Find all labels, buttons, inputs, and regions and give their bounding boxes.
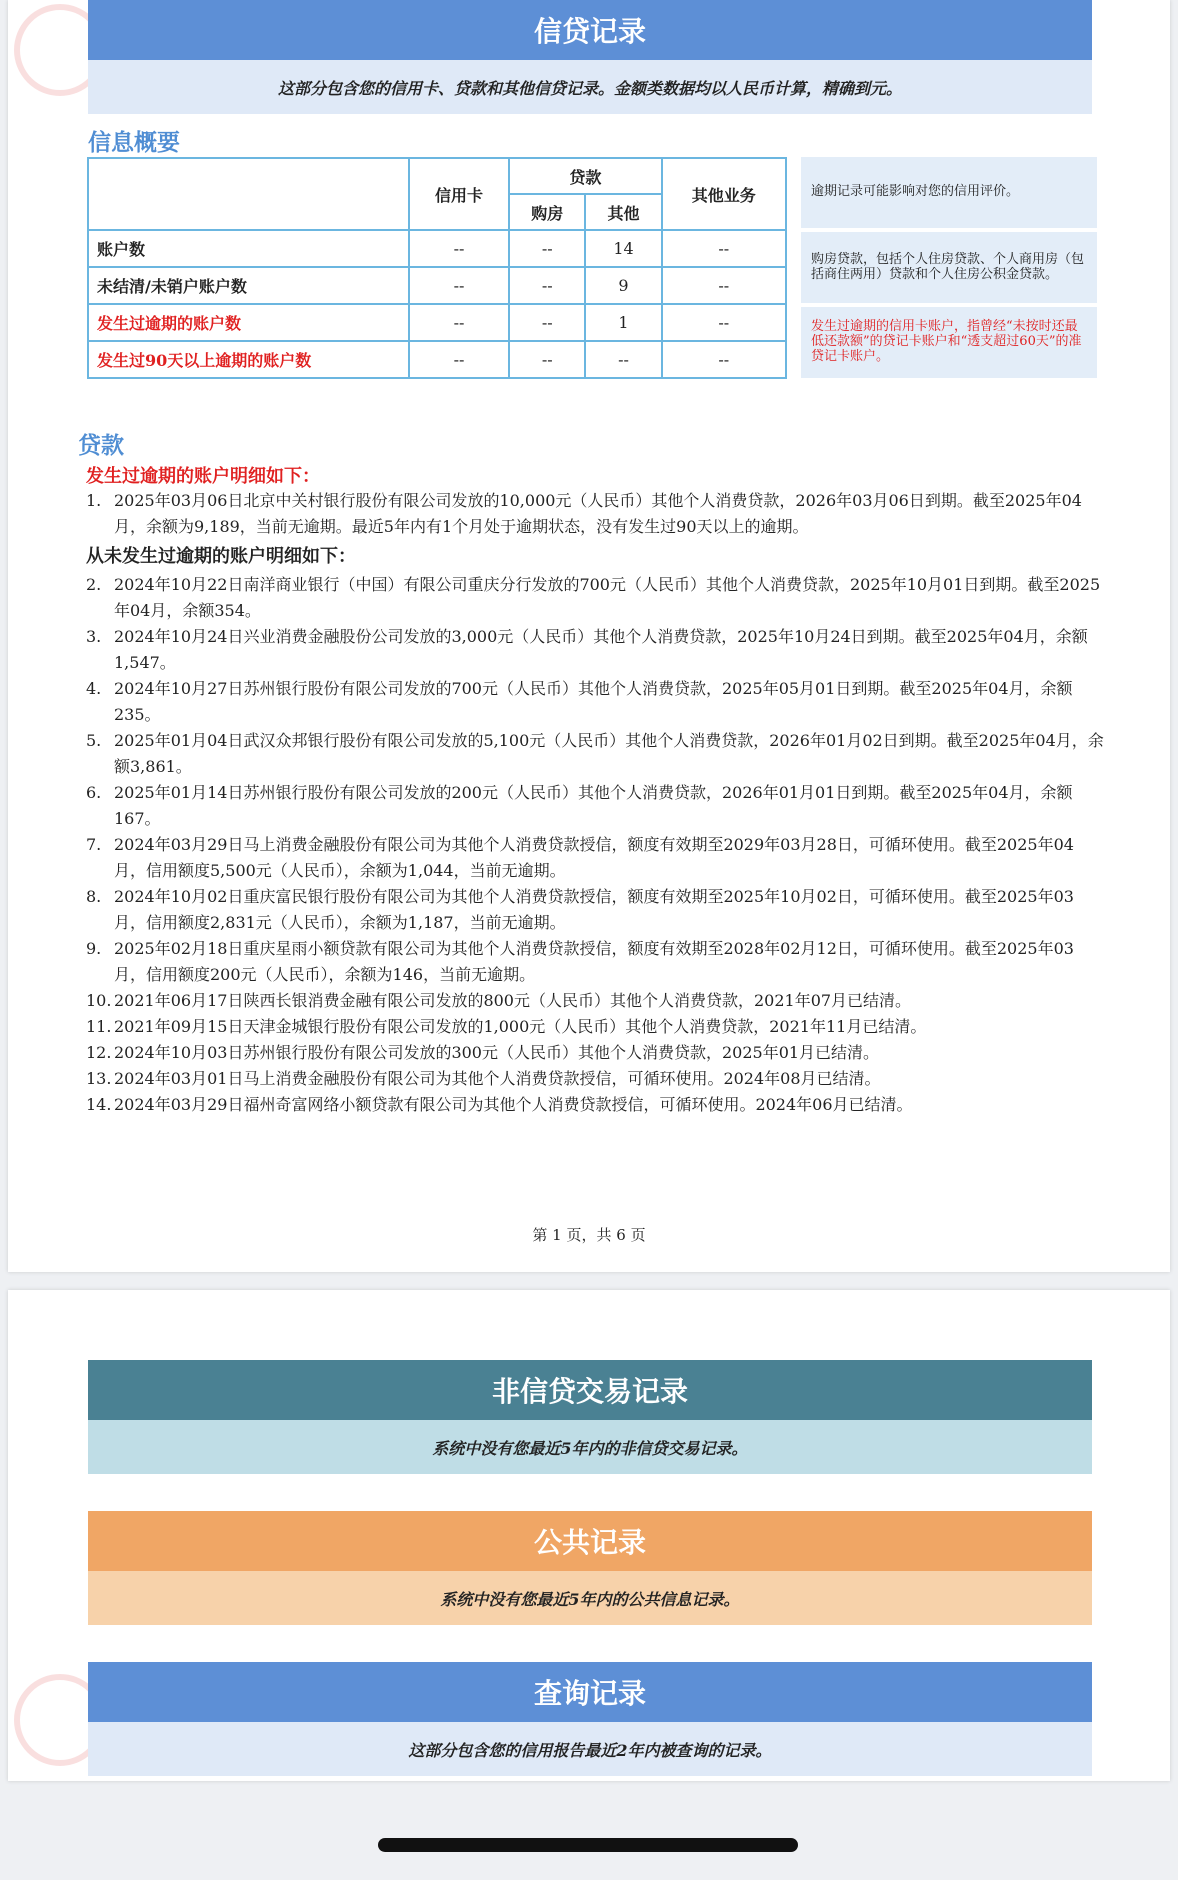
overview-notes [801,157,1097,382]
row-label: 未结清/未销户账户数 [88,267,409,304]
cell-housing: -- [509,230,585,267]
table-row [88,304,786,341]
list-item [86,1066,1104,1092]
section-subtitle: 系统中没有您最近5年内的公共信息记录。 [88,1571,1092,1625]
cell-other-business: -- [662,304,786,341]
page-footer: 第 1 页，共 6 页 [532,1226,646,1244]
cell-credit-card: -- [409,267,509,304]
item-number: 6. [86,783,102,802]
normal-heading: 从未发生过逾期的账户明细如下： [86,546,356,567]
overdue-heading: 发生过逾期的账户明细如下： [86,466,320,487]
cell-credit-card: -- [409,230,509,267]
item-text: 2024年10月27日苏州银行股份有限公司发放的700元（人民币）其他个人消费贷款，2025年05月01日到期。截至2025年04月，余额235。 [114,679,1073,724]
cell-credit-card: -- [409,304,509,341]
cell-housing: -- [509,341,585,378]
normal-loan-list [86,572,1104,1118]
non-credit-section [88,1360,1092,1474]
item-text: 2024年10月22日南洋商业银行（中国）有限公司重庆分行发放的700元（人民币）其他个人消费贷款，2025年10月01日到期。截至2025年04月，余额354。 [114,575,1101,620]
note-housing-loan: 购房贷款，包括个人住房贷款、个人商用房（包括商住两用）贷款和个人住房公积金贷款。 [801,232,1097,303]
item-text: 2024年10月02日重庆富民银行股份有限公司为其他个人消费贷款授信，额度有效期至2025年10月02日，可循环使用。截至2025年03月，信用额度2,831元（人民币），余额为1,187，当前无逾期。 [114,887,1074,932]
list-item [86,676,1104,728]
overdue-loan-list [86,488,1104,540]
list-item [86,988,1104,1014]
inquiry-section [88,1662,1092,1776]
item-text: 2021年06月17日陕西长银消费金融有限公司发放的800元（人民币）其他个人消费贷款，2021年07月已结清。 [114,991,912,1010]
cell-other: 1 [585,304,661,341]
item-number: 7. [86,835,102,854]
home-indicator[interactable] [378,1838,798,1852]
item-number: 9. [86,939,102,958]
list-item [86,832,1104,884]
cell-housing: -- [509,304,585,341]
list-item [86,884,1104,936]
item-number: 8. [86,887,102,906]
item-text: 2024年03月29日福州奇富网络小额贷款有限公司为其他个人消费贷款授信，可循环使用。2024年06月已结清。 [114,1095,913,1114]
cell-other-business: -- [662,230,786,267]
item-text: 2025年03月06日北京中关村银行股份有限公司发放的10,000元（人民币）其他个人消费贷款，2026年03月06日到期。截至2025年04月，余额为9,189，当前无逾期。最近5年内有1个月处于逾期状态，没有发生过90天以上的逾期。 [114,491,1082,536]
list-item [86,624,1104,676]
list-item [86,1014,1104,1040]
header-credit-card: 信用卡 [409,158,509,230]
list-item [86,488,1104,540]
header-other-business: 其他业务 [662,158,786,230]
list-item [86,780,1104,832]
item-number: 14. [86,1095,112,1114]
item-number: 10. [86,991,112,1010]
cell-other: 9 [585,267,661,304]
table-row [88,230,786,267]
item-text: 2024年10月03日苏州银行股份有限公司发放的300元（人民币）其他个人消费贷款，2025年01月已结清。 [114,1043,880,1062]
note-overdue-impact: 逾期记录可能影响对您的信用评价。 [801,157,1097,228]
table-row [88,341,786,378]
overview-table [87,157,787,379]
report-page-1 [8,0,1170,1272]
list-item [86,572,1104,624]
section-title: 信贷记录 [88,0,1092,60]
item-number: 3. [86,627,102,646]
list-item [86,1092,1104,1118]
item-text: 2025年01月04日武汉众邦银行股份有限公司发放的5,100元（人民币）其他个人消费贷款，2026年01月02日到期。截至2025年04月，余额3,861。 [114,731,1104,776]
header-loan: 贷款 [509,158,661,194]
item-text: 2025年01月14日苏州银行股份有限公司发放的200元（人民币）其他个人消费贷款，2026年01月01日到期。截至2025年04月，余额167。 [114,783,1073,828]
section-title: 非信贷交易记录 [88,1360,1092,1420]
cell-other-business: -- [662,341,786,378]
list-item [86,936,1104,988]
overview-title: 信息概要 [88,130,180,156]
item-number: 12. [86,1043,112,1062]
list-item [86,728,1104,780]
cell-other: 14 [585,230,661,267]
section-subtitle: 这部分包含您的信用卡、贷款和其他信贷记录。金额类数据均以人民币计算，精确到元。 [88,60,1092,114]
table-corner-cell [88,158,409,230]
section-title: 查询记录 [88,1662,1092,1722]
section-title: 公共记录 [88,1511,1092,1571]
row-label: 发生过逾期的账户数 [88,304,409,341]
item-text: 2025年02月18日重庆星雨小额贷款有限公司为其他个人消费贷款授信，额度有效期至2028年02月12日，可循环使用。截至2025年03月，信用额度200元（人民币），余额为146，当前无逾期。 [114,939,1074,984]
cell-other-business: -- [662,267,786,304]
item-text: 2024年03月29日马上消费金融股份有限公司为其他个人消费贷款授信，额度有效期至2029年03月28日，可循环使用。截至2025年04月，信用额度5,500元（人民币），余额为1,044，当前无逾期。 [114,835,1074,880]
note-overdue-credit-card: 发生过逾期的信用卡账户，指曾经“未按时还最低还款额”的贷记卡账户和“透支超过60天”的准贷记卡账户。 [801,307,1097,378]
item-text: 2024年10月24日兴业消费金融股份公司发放的3,000元（人民币）其他个人消费贷款，2025年10月24日到期。截至2025年04月，余额1,547。 [114,627,1088,672]
row-label: 账户数 [88,230,409,267]
loans-title: 贷款 [78,433,124,459]
item-number: 4. [86,679,102,698]
cell-housing: -- [509,267,585,304]
item-number: 1. [86,491,102,510]
table-row [88,267,786,304]
item-number: 11. [86,1017,112,1036]
cell-credit-card: -- [409,341,509,378]
report-page-2 [8,1290,1170,1781]
list-item [86,1040,1104,1066]
cell-other: -- [585,341,661,378]
section-subtitle: 系统中没有您最近5年内的非信贷交易记录。 [88,1420,1092,1474]
item-number: 2. [86,575,102,594]
row-label: 发生过90天以上逾期的账户数 [88,341,409,378]
header-housing: 购房 [509,194,585,230]
item-number: 5. [86,731,102,750]
public-records-section [88,1511,1092,1625]
section-subtitle: 这部分包含您的信用报告最近2年内被查询的记录。 [88,1722,1092,1776]
item-text: 2021年09月15日天津金城银行股份有限公司发放的1,000元（人民币）其他个人消费贷款，2021年11月已结清。 [114,1017,927,1036]
item-number: 13. [86,1069,112,1088]
credit-records-section [88,0,1092,114]
item-text: 2024年03月01日马上消费金融股份有限公司为其他个人消费贷款授信，可循环使用。2024年08月已结清。 [114,1069,881,1088]
header-other: 其他 [585,194,661,230]
